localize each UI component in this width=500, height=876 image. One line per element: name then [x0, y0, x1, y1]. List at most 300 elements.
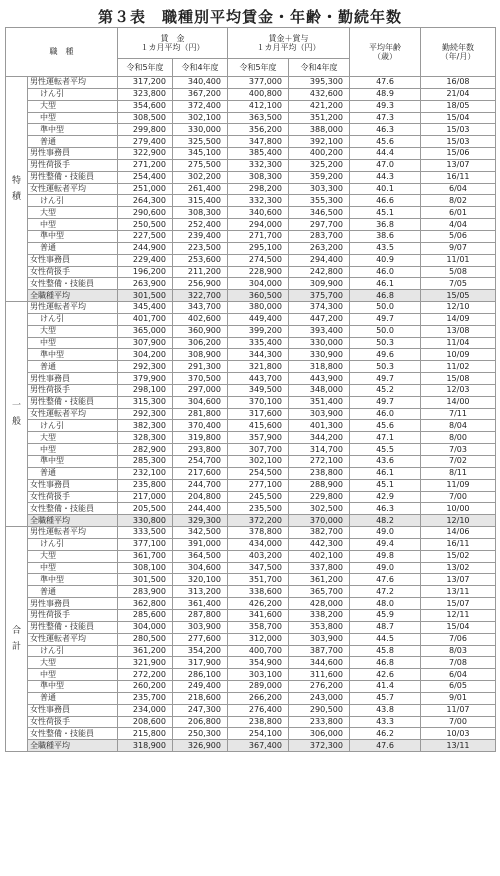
wage-r4-cell: 261,400: [173, 183, 228, 195]
table-row: [6, 704, 496, 716]
section-label: 特 積: [6, 77, 28, 302]
occupation-name: 女性事務員: [28, 704, 118, 716]
table-row: [6, 373, 496, 385]
bonus-r4-cell: 346,500: [289, 207, 350, 219]
occupation-name: 普通: [28, 467, 118, 479]
table-row: [6, 183, 496, 195]
wage-r5-cell: 196,200: [118, 266, 173, 278]
wage-r4-cell: 223,500: [173, 242, 228, 254]
wage-r4-cell: 218,600: [173, 692, 228, 704]
wage-r4-cell: 204,800: [173, 491, 228, 503]
tenure-cell: 12/03: [421, 384, 496, 396]
occupation-name: 中型: [28, 669, 118, 681]
avg-age-cell: 45.5: [350, 444, 421, 456]
page-title: 第３表 職種別平均賃金・年齢・勤続年数: [97, 8, 402, 26]
wage-r5-cell: 308,100: [118, 562, 173, 574]
occupation-name: 準中型: [28, 124, 118, 136]
wage-r5-cell: 317,200: [118, 77, 173, 89]
wage-r5-cell: 323,800: [118, 88, 173, 100]
tenure-cell: 13/07: [421, 574, 496, 586]
wage-r4-cell: 320,100: [173, 574, 228, 586]
header-age: 平均年齢 （歳）: [350, 28, 421, 77]
wage-r5-cell: 304,000: [118, 621, 173, 633]
tenure-cell: 15/02: [421, 550, 496, 562]
wage-r5-cell: 205,500: [118, 503, 173, 515]
wage-r4-cell: 372,400: [173, 100, 228, 112]
wage-r4-cell: 275,500: [173, 159, 228, 171]
table-row: [6, 148, 496, 160]
occupation-name: 準中型: [28, 681, 118, 693]
wage-r4-cell: 329,300: [173, 515, 228, 527]
wage-r4-cell: 252,400: [173, 219, 228, 231]
avg-age-cell: 45.7: [350, 692, 421, 704]
bonus-r4-cell: 355,300: [289, 195, 350, 207]
avg-age-cell: 47.0: [350, 159, 421, 171]
occupation-name: 大型: [28, 657, 118, 669]
tenure-cell: 7/00: [421, 491, 496, 503]
bonus-r4-cell: 365,700: [289, 586, 350, 598]
bonus-r5-cell: 304,000: [228, 278, 289, 290]
tenure-cell: 12/10: [421, 302, 496, 314]
table-row: [6, 444, 496, 456]
wage-r4-cell: 302,200: [173, 171, 228, 183]
bonus-r4-cell: 395,300: [289, 77, 350, 89]
bonus-r5-cell: 294,000: [228, 219, 289, 231]
table-row: [6, 195, 496, 207]
wage-r4-cell: 291,300: [173, 361, 228, 373]
bonus-r5-cell: 266,200: [228, 692, 289, 704]
tenure-cell: 16/08: [421, 77, 496, 89]
wage-r5-cell: 301,500: [118, 574, 173, 586]
occupation-name: 大型: [28, 325, 118, 337]
bonus-r5-cell: 434,000: [228, 538, 289, 550]
avg-age-cell: 43.3: [350, 716, 421, 728]
tenure-cell: 13/02: [421, 562, 496, 574]
table-row: [6, 456, 496, 468]
header-bonus-r4: 令和4年度: [289, 59, 350, 77]
bonus-r5-cell: 332,300: [228, 159, 289, 171]
avg-age-cell: 44.5: [350, 633, 421, 645]
bonus-r4-cell: 303,900: [289, 408, 350, 420]
tenure-cell: 15/08: [421, 373, 496, 385]
occupation-name: 男性荷扱手: [28, 384, 118, 396]
tenure-cell: 15/04: [421, 112, 496, 124]
wage-r5-cell: 234,000: [118, 704, 173, 716]
bonus-r4-cell: 401,300: [289, 420, 350, 432]
bonus-r5-cell: 302,100: [228, 456, 289, 468]
avg-age-cell: 49.7: [350, 396, 421, 408]
occupation-name: 中型: [28, 444, 118, 456]
avg-age-cell: 49.0: [350, 527, 421, 539]
section-label: 一 般: [6, 302, 28, 527]
bonus-r5-cell: 358,700: [228, 621, 289, 633]
bonus-r5-cell: 341,600: [228, 609, 289, 621]
wage-r4-cell: 244,400: [173, 503, 228, 515]
tenure-cell: 18/05: [421, 100, 496, 112]
avg-age-cell: 43.6: [350, 456, 421, 468]
table-body: [6, 77, 496, 752]
wage-r5-cell: 282,900: [118, 444, 173, 456]
bonus-r4-cell: 421,200: [289, 100, 350, 112]
occupation-name: 全職種平均: [28, 515, 118, 527]
header-wage-r5: 令和5年度: [118, 59, 173, 77]
avg-age-cell: 46.2: [350, 728, 421, 740]
bonus-r4-cell: 337,800: [289, 562, 350, 574]
wage-r5-cell: 304,200: [118, 349, 173, 361]
tenure-cell: 11/09: [421, 479, 496, 491]
table-row: [6, 337, 496, 349]
avg-age-cell: 47.1: [350, 432, 421, 444]
occupation-name: 大型: [28, 207, 118, 219]
table-row: [6, 396, 496, 408]
bonus-r5-cell: 335,400: [228, 337, 289, 349]
header-wage-r4: 令和4年度: [173, 59, 228, 77]
table-row: [6, 384, 496, 396]
table-row: [6, 550, 496, 562]
occupation-name: 女性荷扱手: [28, 491, 118, 503]
occupation-name: 中型: [28, 219, 118, 231]
bonus-r5-cell: 254,500: [228, 467, 289, 479]
bonus-r5-cell: 370,100: [228, 396, 289, 408]
wage-r5-cell: 345,400: [118, 302, 173, 314]
tenure-cell: 8/02: [421, 195, 496, 207]
table-row: [6, 124, 496, 136]
wage-r5-cell: 382,300: [118, 420, 173, 432]
avg-age-cell: 49.3: [350, 100, 421, 112]
avg-age-cell: 46.1: [350, 278, 421, 290]
table-row: [6, 313, 496, 325]
bonus-r4-cell: 306,000: [289, 728, 350, 740]
bonus-r5-cell: 399,200: [228, 325, 289, 337]
occupation-name: けん引: [28, 88, 118, 100]
wage-r5-cell: 285,600: [118, 609, 173, 621]
wage-r5-cell: 292,300: [118, 408, 173, 420]
tenure-cell: 15/03: [421, 124, 496, 136]
bonus-r5-cell: 321,800: [228, 361, 289, 373]
tenure-cell: 11/02: [421, 361, 496, 373]
tenure-cell: 13/11: [421, 740, 496, 752]
avg-age-cell: 47.2: [350, 586, 421, 598]
wage-r5-cell: 377,100: [118, 538, 173, 550]
wage-r4-cell: 250,300: [173, 728, 228, 740]
bonus-r5-cell: 274,500: [228, 254, 289, 266]
bonus-r5-cell: 340,600: [228, 207, 289, 219]
wage-r5-cell: 280,500: [118, 633, 173, 645]
wage-r4-cell: 326,900: [173, 740, 228, 752]
tenure-cell: 11/07: [421, 704, 496, 716]
bonus-r4-cell: 229,800: [289, 491, 350, 503]
bonus-r5-cell: 403,200: [228, 550, 289, 562]
bonus-r4-cell: 233,800: [289, 716, 350, 728]
avg-age-cell: 49.0: [350, 562, 421, 574]
table-row: [6, 503, 496, 515]
avg-age-cell: 45.1: [350, 207, 421, 219]
occupation-name: 全職種平均: [28, 290, 118, 302]
bonus-r5-cell: 385,400: [228, 148, 289, 160]
bonus-r5-cell: 372,200: [228, 515, 289, 527]
wage-r4-cell: 302,100: [173, 112, 228, 124]
wage-r5-cell: 301,500: [118, 290, 173, 302]
table-row: [6, 538, 496, 550]
wage-r4-cell: 249,400: [173, 681, 228, 693]
bonus-r4-cell: 344,200: [289, 432, 350, 444]
occupation-name: 男性事務員: [28, 598, 118, 610]
bonus-r4-cell: 393,400: [289, 325, 350, 337]
wage-r4-cell: 322,700: [173, 290, 228, 302]
bonus-r4-cell: 432,600: [289, 88, 350, 100]
avg-age-cell: 40.1: [350, 183, 421, 195]
tenure-cell: 6/04: [421, 669, 496, 681]
wage-r5-cell: 361,700: [118, 550, 173, 562]
avg-age-cell: 47.3: [350, 112, 421, 124]
avg-age-cell: 48.2: [350, 515, 421, 527]
bonus-r4-cell: 374,300: [289, 302, 350, 314]
occupation-name: 女性整備・技能員: [28, 728, 118, 740]
bonus-r5-cell: 354,900: [228, 657, 289, 669]
bonus-r4-cell: 272,100: [289, 456, 350, 468]
occupation-name: 女性事務員: [28, 254, 118, 266]
avg-age-cell: 44.4: [350, 148, 421, 160]
wage-r5-cell: 235,800: [118, 479, 173, 491]
table-row: [6, 562, 496, 574]
tenure-cell: 16/11: [421, 538, 496, 550]
header-occupation: 職 種: [6, 28, 118, 77]
total-row: [6, 290, 496, 302]
wage-r5-cell: 235,700: [118, 692, 173, 704]
tenure-cell: 15/07: [421, 598, 496, 610]
table-row: [6, 491, 496, 503]
bonus-r4-cell: 400,200: [289, 148, 350, 160]
wage-table: [5, 27, 496, 752]
avg-age-cell: 45.2: [350, 384, 421, 396]
table-row: [6, 408, 496, 420]
wage-r5-cell: 308,500: [118, 112, 173, 124]
tenure-cell: 13/11: [421, 586, 496, 598]
table-row: [6, 230, 496, 242]
occupation-name: 女性整備・技能員: [28, 503, 118, 515]
occupation-name: 男性整備・技能員: [28, 171, 118, 183]
tenure-cell: 7/06: [421, 633, 496, 645]
bonus-r4-cell: 283,700: [289, 230, 350, 242]
wage-r4-cell: 313,200: [173, 586, 228, 598]
tenure-cell: 8/11: [421, 467, 496, 479]
wage-r4-cell: 217,600: [173, 467, 228, 479]
wage-r4-cell: 277,600: [173, 633, 228, 645]
wage-r4-cell: 239,400: [173, 230, 228, 242]
section-label: 合 計: [6, 527, 28, 752]
table-row: [6, 207, 496, 219]
bonus-r4-cell: 290,500: [289, 704, 350, 716]
wage-r4-cell: 364,500: [173, 550, 228, 562]
occupation-name: 中型: [28, 337, 118, 349]
wage-r5-cell: 361,200: [118, 645, 173, 657]
wage-r4-cell: 345,100: [173, 148, 228, 160]
occupation-name: 女性荷扱手: [28, 266, 118, 278]
wage-r5-cell: 322,900: [118, 148, 173, 160]
table-row: [6, 242, 496, 254]
occupation-name: 男性整備・技能員: [28, 621, 118, 633]
avg-age-cell: 45.6: [350, 136, 421, 148]
bonus-r4-cell: 263,200: [289, 242, 350, 254]
wage-r4-cell: 319,800: [173, 432, 228, 444]
table-row: [6, 420, 496, 432]
bonus-r4-cell: 353,800: [289, 621, 350, 633]
table-row: [6, 219, 496, 231]
bonus-r5-cell: 415,600: [228, 420, 289, 432]
occupation-name: 男性運転者平均: [28, 302, 118, 314]
tenure-cell: 11/01: [421, 254, 496, 266]
bonus-r5-cell: 351,700: [228, 574, 289, 586]
tenure-cell: 12/11: [421, 609, 496, 621]
table-row: [6, 621, 496, 633]
wage-r5-cell: 272,200: [118, 669, 173, 681]
wage-r5-cell: 279,400: [118, 136, 173, 148]
avg-age-cell: 48.7: [350, 621, 421, 633]
wage-r5-cell: 264,300: [118, 195, 173, 207]
wage-r4-cell: 281,800: [173, 408, 228, 420]
bonus-r4-cell: 309,900: [289, 278, 350, 290]
occupation-name: けん引: [28, 195, 118, 207]
bonus-r5-cell: 308,300: [228, 171, 289, 183]
tenure-cell: 16/11: [421, 171, 496, 183]
bonus-r4-cell: 351,200: [289, 112, 350, 124]
tenure-cell: 8/04: [421, 420, 496, 432]
table-row: [6, 586, 496, 598]
wage-r4-cell: 293,800: [173, 444, 228, 456]
bonus-r5-cell: 344,300: [228, 349, 289, 361]
bonus-r4-cell: 370,000: [289, 515, 350, 527]
header-wage-bonus: 賃金＋賞与 １カ月平均（円）: [228, 28, 350, 59]
table-row: [6, 88, 496, 100]
tenure-cell: 15/05: [421, 290, 496, 302]
bonus-r4-cell: 238,800: [289, 467, 350, 479]
avg-age-cell: 46.3: [350, 124, 421, 136]
table-row: [6, 574, 496, 586]
occupation-name: けん引: [28, 538, 118, 550]
bonus-r5-cell: 254,100: [228, 728, 289, 740]
bonus-r5-cell: 426,200: [228, 598, 289, 610]
bonus-r5-cell: 312,000: [228, 633, 289, 645]
table-row: [6, 633, 496, 645]
bonus-r4-cell: 314,700: [289, 444, 350, 456]
wage-r4-cell: 370,500: [173, 373, 228, 385]
bonus-r5-cell: 289,000: [228, 681, 289, 693]
total-row: [6, 740, 496, 752]
tenure-cell: 5/06: [421, 230, 496, 242]
wage-r4-cell: 315,400: [173, 195, 228, 207]
avg-age-cell: 49.7: [350, 313, 421, 325]
wage-r4-cell: 308,900: [173, 349, 228, 361]
wage-r5-cell: 251,000: [118, 183, 173, 195]
wage-r5-cell: 379,900: [118, 373, 173, 385]
avg-age-cell: 47.6: [350, 740, 421, 752]
bonus-r4-cell: 276,200: [289, 681, 350, 693]
bonus-r4-cell: 443,900: [289, 373, 350, 385]
occupation-name: 普通: [28, 361, 118, 373]
avg-age-cell: 50.0: [350, 325, 421, 337]
table-row: [6, 361, 496, 373]
table-row: [6, 479, 496, 491]
avg-age-cell: 43.5: [350, 242, 421, 254]
occupation-name: 男性運転者平均: [28, 527, 118, 539]
table-row: [6, 136, 496, 148]
occupation-name: 男性運転者平均: [28, 77, 118, 89]
occupation-name: 女性運転者平均: [28, 408, 118, 420]
wage-r5-cell: 217,000: [118, 491, 173, 503]
avg-age-cell: 45.8: [350, 645, 421, 657]
bonus-r4-cell: 303,300: [289, 183, 350, 195]
tenure-cell: 7/08: [421, 657, 496, 669]
bonus-r4-cell: 361,200: [289, 574, 350, 586]
bonus-r5-cell: 357,900: [228, 432, 289, 444]
bonus-r5-cell: 307,700: [228, 444, 289, 456]
avg-age-cell: 47.6: [350, 77, 421, 89]
wage-r5-cell: 328,300: [118, 432, 173, 444]
tenure-cell: 7/00: [421, 716, 496, 728]
wage-r5-cell: 283,900: [118, 586, 173, 598]
table-row: [6, 278, 496, 290]
wage-r5-cell: 250,500: [118, 219, 173, 231]
tenure-cell: 13/07: [421, 159, 496, 171]
bonus-r4-cell: 348,000: [289, 384, 350, 396]
tenure-cell: 11/04: [421, 337, 496, 349]
tenure-cell: 8/03: [421, 645, 496, 657]
tenure-cell: 15/04: [421, 621, 496, 633]
bonus-r5-cell: 245,500: [228, 491, 289, 503]
wage-r4-cell: 402,600: [173, 313, 228, 325]
bonus-r4-cell: 359,200: [289, 171, 350, 183]
occupation-name: 準中型: [28, 230, 118, 242]
table-row: [6, 159, 496, 171]
tenure-cell: 21/04: [421, 88, 496, 100]
bonus-r4-cell: 338,200: [289, 609, 350, 621]
bonus-r4-cell: 302,500: [289, 503, 350, 515]
avg-age-cell: 38.6: [350, 230, 421, 242]
wage-r4-cell: 306,200: [173, 337, 228, 349]
wage-r4-cell: 206,800: [173, 716, 228, 728]
table-row: [6, 266, 496, 278]
avg-age-cell: 45.6: [350, 420, 421, 432]
table-row: [6, 112, 496, 124]
wage-r5-cell: 271,200: [118, 159, 173, 171]
tenure-cell: 9/07: [421, 242, 496, 254]
avg-age-cell: 46.3: [350, 503, 421, 515]
occupation-name: 普通: [28, 586, 118, 598]
wage-r4-cell: 253,600: [173, 254, 228, 266]
bonus-r5-cell: 317,600: [228, 408, 289, 420]
avg-age-cell: 44.3: [350, 171, 421, 183]
bonus-r5-cell: 367,400: [228, 740, 289, 752]
tenure-cell: 13/08: [421, 325, 496, 337]
occupation-name: 大型: [28, 550, 118, 562]
tenure-cell: 14/09: [421, 313, 496, 325]
table-row: [6, 598, 496, 610]
wage-r5-cell: 299,800: [118, 124, 173, 136]
occupation-name: 普通: [28, 692, 118, 704]
avg-age-cell: 46.1: [350, 467, 421, 479]
wage-r5-cell: 229,400: [118, 254, 173, 266]
bonus-r4-cell: 311,600: [289, 669, 350, 681]
bonus-r4-cell: 330,000: [289, 337, 350, 349]
bonus-r4-cell: 242,800: [289, 266, 350, 278]
bonus-r5-cell: 303,100: [228, 669, 289, 681]
avg-age-cell: 36.8: [350, 219, 421, 231]
bonus-r5-cell: 338,600: [228, 586, 289, 598]
avg-age-cell: 46.8: [350, 290, 421, 302]
bonus-r5-cell: 400,800: [228, 88, 289, 100]
occupation-name: 中型: [28, 562, 118, 574]
wage-r4-cell: 367,200: [173, 88, 228, 100]
